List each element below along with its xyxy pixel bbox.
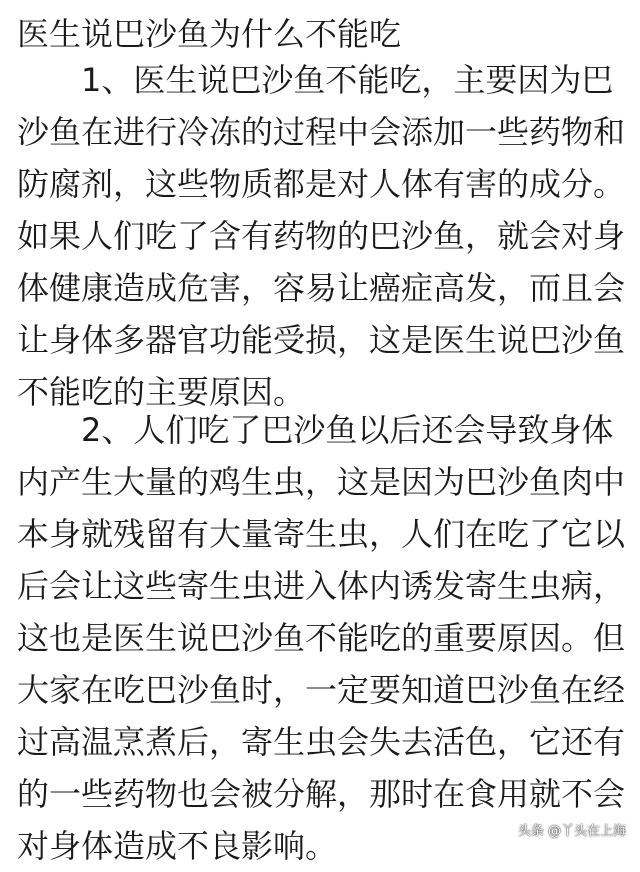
paragraph-2: 2、人们吃了巴沙鱼以后还会导致身体内产生大量的鸡生虫，这是因为巴沙鱼肉中本身就残留有大量寄生虫，人们在吃了它以后会让这些寄生虫进入体内诱发寄生虫病，这也是医生说巴沙鱼不能吃的重要原因。但大家在吃巴沙鱼时，一定要知道巴沙鱼在经过高温烹煮后，寄生虫会失去活色，它还有的一些药物也会被分解，那时在食用就不会对身体造成不良影响。 xyxy=(17,411,626,865)
watermark: 头条 @丫头在上海 xyxy=(517,824,626,839)
document-title: 医生说巴沙鱼为什么不能吃 xyxy=(17,15,402,53)
paragraph-1: 1、医生说巴沙鱼不能吃，主要因为巴沙鱼在进行冷冻的过程中会添加一些药物和防腐剂，这些物质都是对人体有害的成分。如果人们吃了含有药物的巴沙鱼，就会对身体健康造成危害，容易让癌症高发，而且会让身体多器官功能受损，这是医生说巴沙鱼不能吃的主要原因。 xyxy=(17,61,626,411)
